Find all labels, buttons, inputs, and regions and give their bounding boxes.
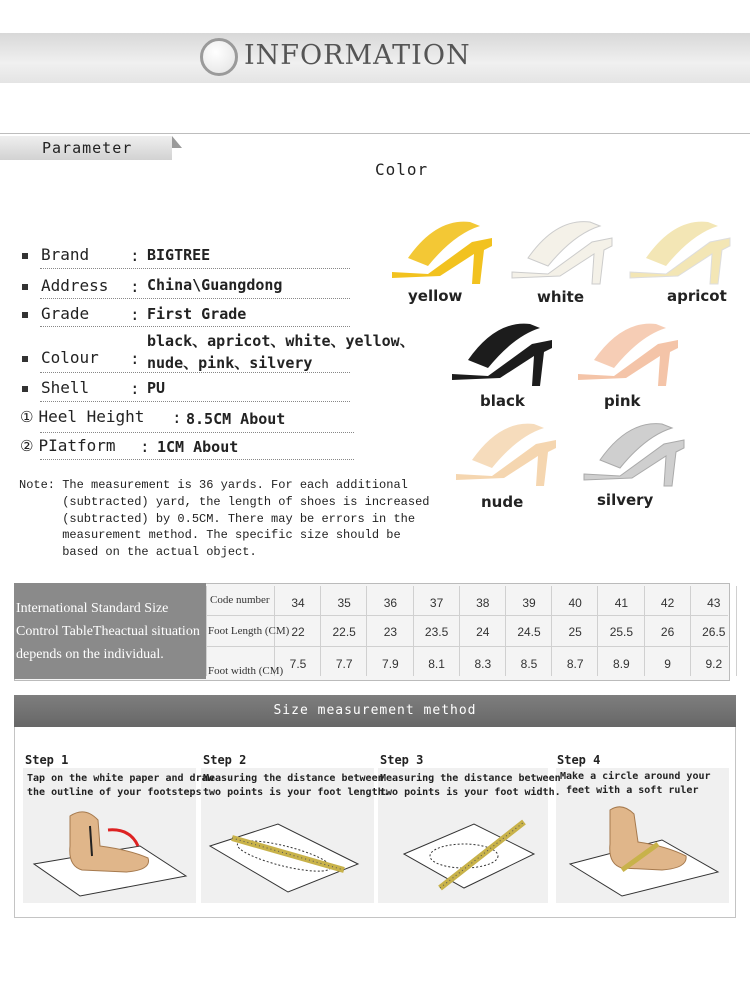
- shoe-strap: [594, 324, 666, 368]
- measurement-method-title: Size measurement method: [273, 703, 477, 718]
- size-cell: 43: [707, 596, 721, 610]
- param-value-grade: First Grade: [147, 305, 247, 323]
- size-row-label: Foot Length (CM): [208, 625, 290, 637]
- param-value-brand: BIGTREE: [147, 246, 211, 264]
- dotted-divider: [40, 459, 354, 460]
- param-value-heel-height: 8.5CM About: [186, 410, 286, 428]
- param-row-platform: [20, 436, 116, 455]
- color-label-nude: nude: [481, 493, 524, 511]
- size-cell: 23: [383, 625, 398, 639]
- color-label-pink: pink: [604, 392, 641, 410]
- size-cell: 42: [660, 596, 675, 610]
- param-row-shell: [22, 378, 89, 397]
- step-4-title: Step 4: [557, 753, 601, 767]
- size-cell: 26.5: [702, 625, 726, 639]
- shoe-apricot-icon: [626, 216, 736, 286]
- color-label-black: black: [480, 392, 525, 410]
- step-3-title: Step 3: [380, 753, 424, 767]
- size-cell: 8.7: [566, 657, 584, 671]
- page-title: INFORMATION: [244, 40, 471, 71]
- size-cell: 25: [568, 625, 582, 639]
- param-sep: :: [130, 277, 140, 296]
- size-cell: 7.5: [289, 657, 307, 671]
- dotted-divider: [40, 298, 350, 299]
- param-sep: :: [172, 408, 182, 427]
- measurement-note: Note: The measurement is 36 yards. For each additional (subtracted) yard, the length of shoes is increased (subtracted) by 0.5CM. There may be errors in the measurement method. The specific size should be based on the actual object.: [19, 478, 430, 560]
- param-sep: :: [140, 437, 150, 456]
- size-row-label: Code number: [210, 594, 270, 606]
- dotted-divider: [40, 432, 354, 433]
- param-row-address: [22, 276, 108, 295]
- dotted-divider: [40, 372, 350, 373]
- size-cell: 35: [337, 596, 351, 610]
- dotted-divider: [40, 401, 350, 402]
- dotted-divider: [40, 268, 350, 269]
- color-label-yellow: yellow: [408, 287, 463, 305]
- size-cell: 24: [476, 625, 490, 639]
- param-value-colour-line2: nude、pink、silvery: [147, 354, 313, 372]
- step-2-title: Step 2: [203, 753, 247, 767]
- param-key: PIatform: [38, 436, 116, 455]
- foot-circle-ruler-icon: [562, 800, 722, 898]
- param-key: Grade: [41, 304, 90, 323]
- divider: [0, 133, 750, 134]
- shoe-white-icon: [508, 216, 618, 286]
- size-cell: 23.5: [424, 625, 449, 639]
- size-cell: 8.9: [613, 657, 630, 671]
- step-2-description: Measuring the distance between two points is your foot length.: [203, 773, 390, 798]
- param-key: Shell: [41, 378, 90, 397]
- size-table-description: International Standard Size Control TableTheactual situation depends on the individual.: [16, 601, 200, 662]
- param-row-grade: [22, 304, 89, 323]
- param-sep: :: [130, 305, 140, 324]
- param-value-platform: 1CM About: [157, 438, 239, 456]
- shoe-strap: [468, 324, 540, 368]
- step-3-description: Measuring the distance between two points is your foot width.: [380, 773, 561, 798]
- bullet-icon: [22, 386, 28, 392]
- shoe-pink-icon: [574, 318, 684, 388]
- size-cell: 26: [660, 625, 675, 639]
- shoe-strap: [472, 424, 544, 468]
- color-label-white: white: [537, 288, 585, 306]
- size-cell: 34: [291, 596, 305, 610]
- param-row-heel-height: [20, 407, 144, 426]
- parameter-tab-label: Parameter: [42, 139, 133, 157]
- circled-number: ②: [20, 437, 34, 455]
- step-4-description: Make a circle around your feet with a soft ruler: [560, 771, 711, 796]
- size-cell: 9.2: [705, 657, 723, 671]
- size-cell: 40: [568, 596, 582, 610]
- size-cell: 8.5: [520, 657, 538, 671]
- step-1-description: Tap on the white paper and draw the outline of your footsteps: [27, 773, 214, 798]
- size-cell: 22.5: [332, 625, 356, 639]
- dotted-divider: [40, 326, 350, 327]
- size-cell: 8.3: [474, 657, 492, 671]
- foot-width-ruler-icon: [384, 818, 544, 898]
- param-key: Address: [41, 276, 109, 295]
- shoe-nude-icon: [452, 418, 562, 488]
- grid-line: [206, 646, 728, 647]
- shoe-yellow-icon: [388, 216, 498, 286]
- size-cell: 37: [429, 596, 444, 610]
- param-value-colour-line1: black、apricot、white、yellow、: [147, 332, 415, 350]
- size-cell: 38: [476, 596, 490, 610]
- param-row-brand: [22, 245, 89, 264]
- tab-corner-icon: [172, 136, 182, 148]
- param-row-colour: [22, 348, 99, 367]
- param-key: Brand: [41, 245, 90, 264]
- size-cell: 25.5: [609, 625, 634, 639]
- size-row-label: Foot width (CM): [208, 665, 284, 677]
- shoe-black-icon: [448, 318, 558, 388]
- color-label-apricot: apricot: [667, 287, 727, 305]
- param-sep: :: [130, 379, 140, 398]
- color-label-silvery: silvery: [597, 491, 654, 509]
- size-cell: 9: [664, 657, 671, 671]
- bullet-icon: [22, 253, 28, 259]
- foot-outline-icon: [30, 806, 190, 898]
- circle-emblem-icon: [200, 38, 238, 76]
- circled-number: ①: [20, 408, 34, 426]
- param-sep: :: [130, 349, 140, 368]
- size-cell: 7.9: [382, 657, 399, 671]
- param-key: Colour: [41, 348, 99, 367]
- size-cell: 39: [522, 596, 536, 610]
- bullet-icon: [22, 312, 28, 318]
- param-key: Heel Height: [38, 407, 145, 426]
- grid-line: [206, 586, 207, 676]
- bullet-icon: [22, 356, 28, 362]
- shoe-silvery-icon: [580, 418, 690, 488]
- shoe-strap: [408, 222, 480, 266]
- param-value-address: China\Guangdong: [147, 276, 283, 294]
- size-cell: 36: [383, 596, 398, 610]
- bullet-icon: [22, 284, 28, 290]
- color-section-title: Color: [375, 160, 429, 179]
- param-value-shell: PU: [147, 379, 166, 397]
- size-cell: 7.7: [335, 657, 353, 671]
- size-cell: 24.5: [517, 625, 541, 639]
- param-sep: :: [130, 246, 140, 265]
- size-cell: 8.1: [428, 657, 445, 671]
- step-1-title: Step 1: [25, 753, 69, 767]
- size-cell: 22: [291, 625, 305, 639]
- size-cell: 41: [614, 596, 629, 610]
- grid-line: [206, 615, 728, 616]
- foot-length-ruler-icon: [208, 818, 368, 898]
